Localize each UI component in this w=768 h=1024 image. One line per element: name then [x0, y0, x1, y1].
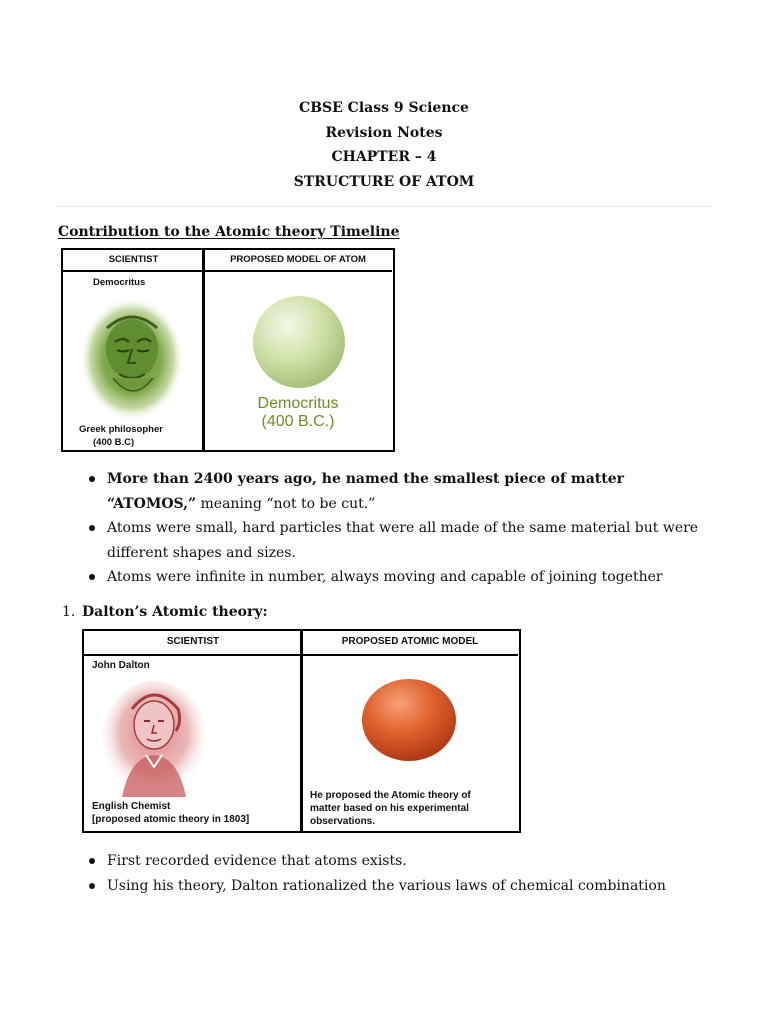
- model-desc-line2: matter based on his experimental: [310, 803, 469, 814]
- scientist-name: John Dalton: [92, 660, 150, 671]
- scientist-desc-line2: [proposed atomic theory in 1803]: [92, 814, 250, 825]
- header-divider: [56, 206, 712, 207]
- header-line-chapter: CHAPTER – 4: [331, 149, 437, 165]
- header-line-class: CBSE Class 9 Science: [299, 100, 469, 116]
- dalton-table: [82, 629, 521, 833]
- scientist-name: Democritus: [93, 277, 146, 288]
- bullet-text: Atoms were small, hard particles that were all made of the same material but were different shapes and sizes.: [107, 520, 699, 561]
- table-header-scientist: SCIENTIST: [84, 631, 302, 656]
- list-item: [88, 565, 708, 590]
- dalton-number: 1.: [62, 604, 76, 620]
- dalton-portrait: [102, 679, 207, 797]
- list-item: [88, 516, 708, 565]
- table-header-model: PROPOSED MODEL OF ATOM: [204, 250, 392, 272]
- section-title: Contribution to the Atomic theory Timeline: [58, 224, 400, 240]
- bullet-bold-text: More than 2400 years ago, he named the smallest piece of matter “ATOMOS,”: [107, 471, 625, 512]
- header-line-notes: Revision Notes: [325, 124, 443, 141]
- scientist-desc-line1: English Chemist: [92, 801, 171, 812]
- model-label: [204, 395, 392, 431]
- bullet-text: meaning “not to be cut.”: [196, 495, 376, 512]
- header-line-topic: STRUCTURE OF ATOM: [293, 173, 475, 190]
- table-divider: [300, 631, 303, 831]
- model-desc-line1: He proposed the Atomic theory of: [310, 790, 471, 801]
- table-header-model: PROPOSED ATOMIC MODEL: [302, 631, 518, 656]
- democritus-atom-sphere: [251, 294, 347, 390]
- dalton-heading: [62, 604, 268, 620]
- scientist-desc-line2: (400 B.C): [93, 437, 135, 448]
- model-label-line1: Democritus: [257, 395, 339, 412]
- table-header-scientist: SCIENTIST: [63, 250, 204, 272]
- dalton-title: Dalton’s Atomic theory:: [82, 604, 268, 620]
- scientist-description: [92, 800, 249, 826]
- bullet-text: Atoms were infinite in number, always moving and capable of joining together: [107, 569, 663, 585]
- list-item: [88, 467, 708, 516]
- model-description: [310, 789, 471, 828]
- dalton-atom-sphere: [360, 677, 458, 763]
- democritus-table: [61, 248, 395, 452]
- document-header: [0, 96, 768, 194]
- list-item: First recorded evidence that atoms exists.: [88, 849, 708, 874]
- democritus-bullets: [88, 467, 708, 590]
- list-item: Using his theory, Dalton rationalized the various laws of chemical combination: [88, 874, 708, 899]
- scientist-description: [79, 423, 163, 449]
- democritus-portrait: [77, 294, 187, 424]
- dalton-bullets: [88, 849, 708, 898]
- model-label-line2: (400 B.C.): [261, 413, 335, 430]
- scientist-desc-line1: Greek philosopher: [79, 424, 163, 435]
- model-desc-line3: observations.: [310, 816, 376, 827]
